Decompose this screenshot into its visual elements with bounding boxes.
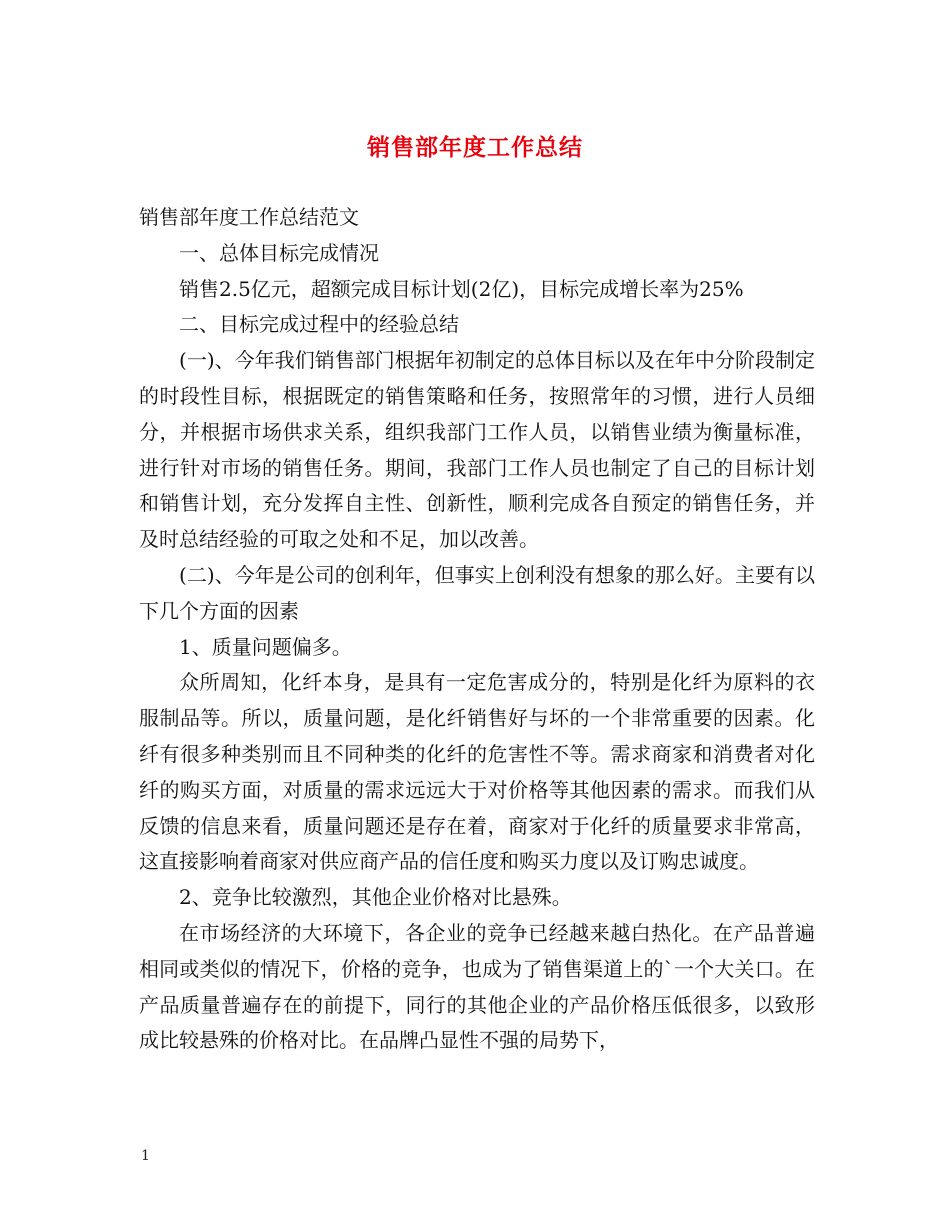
body-paragraph: 销售2.5亿元，超额完成目标计划(2亿)，目标完成增长率为25% (179, 276, 744, 301)
body-paragraph: 在市场经济的大环境下，各企业的竞争已经越来越白热化。在产品普遍相同或类似的情况下，价格的竞争，也成为了销售渠道上的`一个大关口。在产品质量普遍存在的前提下，同行的其他企业的产品价格压低很多，以致形成比较悬殊的价格对比。在品牌凸显性不强的局势下， (139, 920, 815, 1053)
body-paragraph: (二)、今年是公司的创利年，但事实上创利没有想象的那么好。主要有以下几个方面的因素 (139, 562, 815, 623)
list-heading-2: 2、竞争比较激烈，其他企业价格对比悬殊。 (179, 885, 572, 910)
list-heading-1: 1、质量问题偏多。 (179, 634, 352, 659)
document-body (139, 200, 815, 1059)
subtitle-paragraph: 销售部年度工作总结范文 (139, 205, 359, 229)
section-heading-1: 一、总体目标完成情况 (179, 240, 379, 265)
body-paragraph: 众所周知，化纤本身，是具有一定危害成分的，特别是化纤为原料的衣服制品等。所以，质量问题，是化纤销售好与坏的一个非常重要的因素。化纤有很多种类别而且不同种类的化纤的危害性不等。需求商家和消费者对化纤的购买方面，对质量的需求远远大于对价格等其他因素的需求。而我们从反馈的信息来看，质量问题还是存在着，商家对于化纤的质量要求非常高，这直接影响着商家对供应商产品的信任度和购买力度以及订购忠诚度。 (139, 670, 815, 874)
page-number: 1 (141, 1148, 150, 1164)
section-heading-2: 二、目标完成过程中的经验总结 (179, 312, 459, 337)
body-paragraph: (一)、今年我们销售部门根据年初制定的总体目标以及在年中分阶段制定的时段性目标，根据既定的销售策略和任务，按照常年的习惯，进行人员细分，并根据市场供求关系，组织我部门工作人员，以销售业绩为衡量标准，进行针对市场的销售任务。期间，我部门工作人员也制定了自己的目标计划和销售计划，充分发挥自主性、创新性，顺利完成各自预定的销售任务，并及时总结经验的可取之处和不足，加以改善。 (139, 348, 815, 552)
document-title: 销售部年度工作总结 (367, 134, 583, 161)
